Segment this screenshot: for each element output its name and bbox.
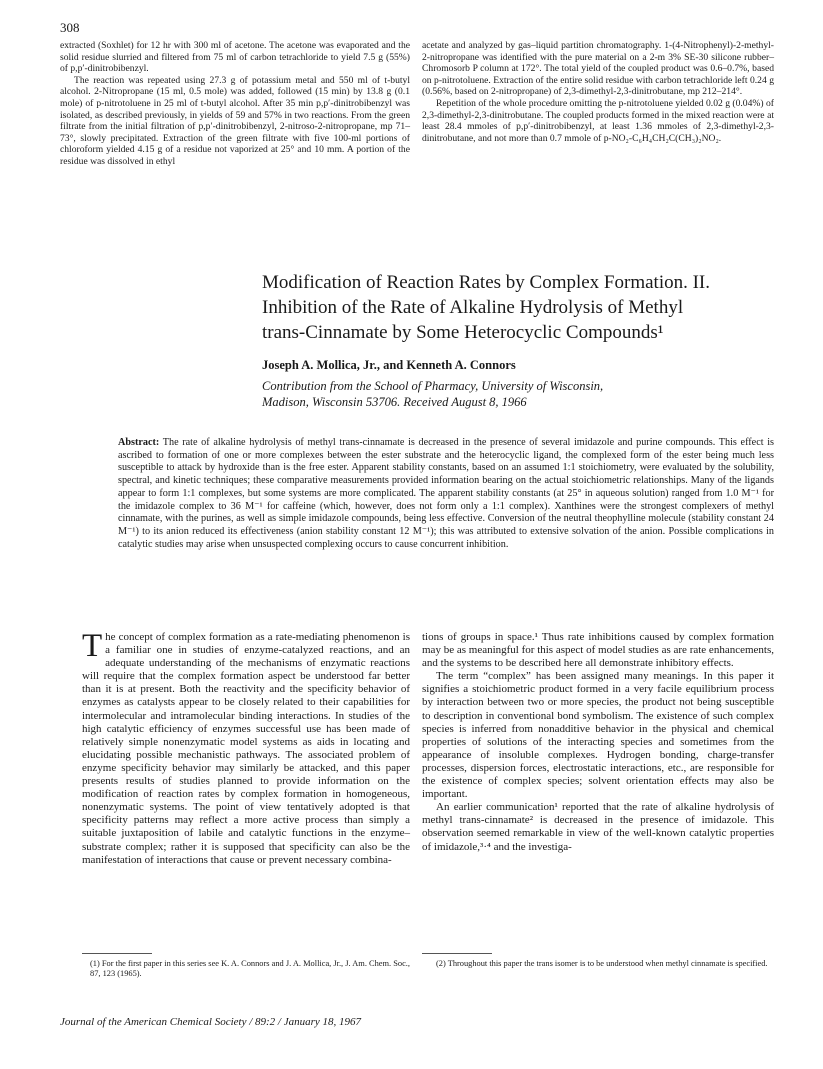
- page-number: 308: [60, 20, 80, 35]
- abstract-label: Abstract:: [118, 437, 160, 448]
- authors: Joseph A. Mollica, Jr., and Kenneth A. Connors: [262, 358, 516, 372]
- abstract: [118, 437, 774, 551]
- affiliation-line: Contribution from the School of Pharmacy, University of Wisconsin,: [262, 379, 604, 393]
- footnote: (1) For the first paper in this series see K. A. Connors and J. A. Mollica, Jr., J. Am. Chem. Soc., 87, 123 (1965).: [90, 959, 410, 978]
- article-header: [262, 270, 782, 410]
- paragraph: Repetition of the whole procedure omitting the p-nitrotoluene yielded 0.02 g (0.04%) of 2,3-dimethyl-2,3-dinitrobutane. The coupled products formed in the mixed reaction were at least 28.4 mmoles of p,p′-dinitrobibenzyl, at least 1.36 mmoles of 2,3-dimethyl-2,3-dinitrobutane, and not more than 0.7 mmole of p-NO₂-C₆H₄CH₂C(CH₃)₂NO₂.: [422, 97, 774, 144]
- affiliation: [262, 378, 782, 410]
- title-line: trans-Cinnamate by Some Heterocyclic Compounds¹: [262, 322, 664, 343]
- body-right-column: [422, 631, 774, 854]
- paragraph: tions of groups in space.¹ Thus rate inhibitions caused by complex formation may be as meaningful for this aspect of model studies as are rate enhancements, and the systems to be described here all demonstrate inhibitory effects.: [422, 631, 774, 670]
- affiliation-line: Madison, Wisconsin 53706. Received August 8, 1966: [262, 395, 527, 409]
- abstract-text: The rate of alkaline hydrolysis of methyl trans-cinnamate is decreased in the presence of several imidazole and purine compounds. This effect is ascribed to formation of one or more complexes between the ester substrate and the heterocyclic ligand, the complexed form of the ester being much less susceptible to attack by hydroxide than is the free ester. Apparent stability constants, based on an assumed 1:1 stoichiometry, were evaluated by the solubility, spectral, and kinetic techniques; these comparative measurements provided information bearing on the actual stoichiometric relationships. Many of the ligands appear to form 1:1 complexes, but some systems are more complicated. The apparent stability constants (at 25° in aqueous solution) ranged from 1.0 M⁻¹ for the imidazole complex to 36 M⁻¹ for caffeine (which, however, does not form only a 1:1 complex). Xanthines were the strongest complexers of methyl cinnamate, with the purines, as well as simple imidazole compounds, being less effective. Conversion of the neutral theophylline molecule (stability constant 24 M⁻¹) to its anion reduced its effectiveness (anion stability constant 12 M⁻¹); this was attributed to extensive solvation of the anion. Possible complications in catalytic studies may arise when unsuspected complexing occurs to cause concurrent inhibition.: [118, 437, 774, 550]
- top-right-column: [422, 40, 774, 144]
- title-line: Inhibition of the Rate of Alkaline Hydrolysis of Methyl: [262, 297, 684, 318]
- top-left-column: [60, 40, 410, 168]
- paragraph: extracted (Soxhlet) for 12 hr with 300 ml of acetone. The acetone was evaporated and the solid residue slurried and filtered from 75 ml of carbon tetrachloride to yield 7.5 g (55%) of p,p′-dinitrobibenzyl.: [60, 40, 410, 75]
- title-line: Modification of Reaction Rates by Complex Formation. II.: [262, 272, 711, 293]
- body-left-column: [82, 628, 410, 867]
- paragraph: The reaction was repeated using 27.3 g of potassium metal and 550 ml of t-butyl alcohol. 2-Nitropropane (15 ml, 0.5 mole) was added, followed (15 min) by 13.8 g (0.1 mole) of p-nitrotoluene in 25 ml of t-butyl alcohol. After 35 min p,p′-dinitrobibenzyl was isolated, as described previously, in yields of 59 and 57% in two reactions. From the green filtrate from the initial filtration of p,p′-dinitrobibenzyl, 2-nitroso-2-nitropropane, mp 71–73°, slowly precipitated. Extraction of the green filtrate with five 100-ml portions of chloroform yielded 4.15 g of a residue not vaporized at 25° and 10 mm. A portion of the residue was dissolved in ethyl: [60, 74, 410, 167]
- paragraph: [82, 628, 410, 867]
- footnote-divider: [422, 953, 492, 954]
- paragraph: An earlier communication¹ reported that the rate of alkaline hydrolysis of methyl trans-cinnamate² is decreased in the presence of imidazole. This observation seemed remarkable in view of the well-known catalytic properties of imidazole,³·⁴ and the investiga-: [422, 801, 774, 853]
- paragraph: The term “complex” has been assigned many meanings. In this paper it signifies a stoichiometric product formed in a very facile equilibrium process by interaction between two or more species, the product not being susceptible to description in conventional bond symbolism. The existence of such complex species is inferred from nonadditive behavior in the physical and chemical properties of solutions of the interacting species and sometimes from the appearance of insoluble complexes. Hydrogen bonding, charge-transfer processes, dispersion forces, electrostatic interactions, etc., are responsible for the existence of complex species; solvent orientation effects may also be important.: [422, 670, 774, 801]
- article-title: [262, 270, 782, 345]
- footnote: (2) Throughout this paper the trans isomer is to be understood when methyl cinnamate is specified.: [436, 959, 768, 968]
- footnote-divider: [82, 953, 152, 954]
- drop-cap: T: [82, 628, 103, 664]
- journal-footer: Journal of the American Chemical Society / 89:2 / January 18, 1967: [60, 1016, 362, 1028]
- paragraph: acetate and analyzed by gas–liquid partition chromatography. 1-(4-Nitrophenyl)-2-methyl-2-nitropropane was identified with the pure material on a 2-m 3% SE-30 silicone rubber–Chromosorb P column at 172°. The total yield of the coupled product was 0.6–0.7%, based on p-nitrotoluene. Extraction of the entire solid residue with carbon tetrachloride left 0.24 g (0.56%, based on 2-nitropropane) of 2,3-dimethyl-2,3-dinitrobutane, mp 212–214°.: [422, 40, 774, 98]
- body-text: he concept of complex formation as a rate-mediating phenomenon is a familiar one in studies of enzyme-catalyzed reactions, and an adequate understanding of the mechanisms of enzymatic reactions will require that the complex formation aspect be understood far better than it is at present. Both the reactivity and the specificity behavior of enzymes as catalysts appear to be closely related to their capabilities for intermolecular and intramolecular binding interactions. In studies of the high catalytic efficiency of enzymes successful use has been made of relatively simple nonenzymatic model systems as aids in locating and elucidating possible mechanistic pathways. The associated problem of enzyme specificity behavior may similarly be attacked, and this paper presents results of studies planned to provide information on the modification of reaction rates by complex formation in homogeneous, nonenzymatic systems. The point of view tentatively adopted is that specificity patterns may reflect a more active process than simply a suitable juxtaposition of labile and catalytic functions in the enzyme–substrate complex; rather it is supposed that specificity can also be the manifestation of interactions that cause or prevent necessary combina-: [82, 631, 410, 866]
